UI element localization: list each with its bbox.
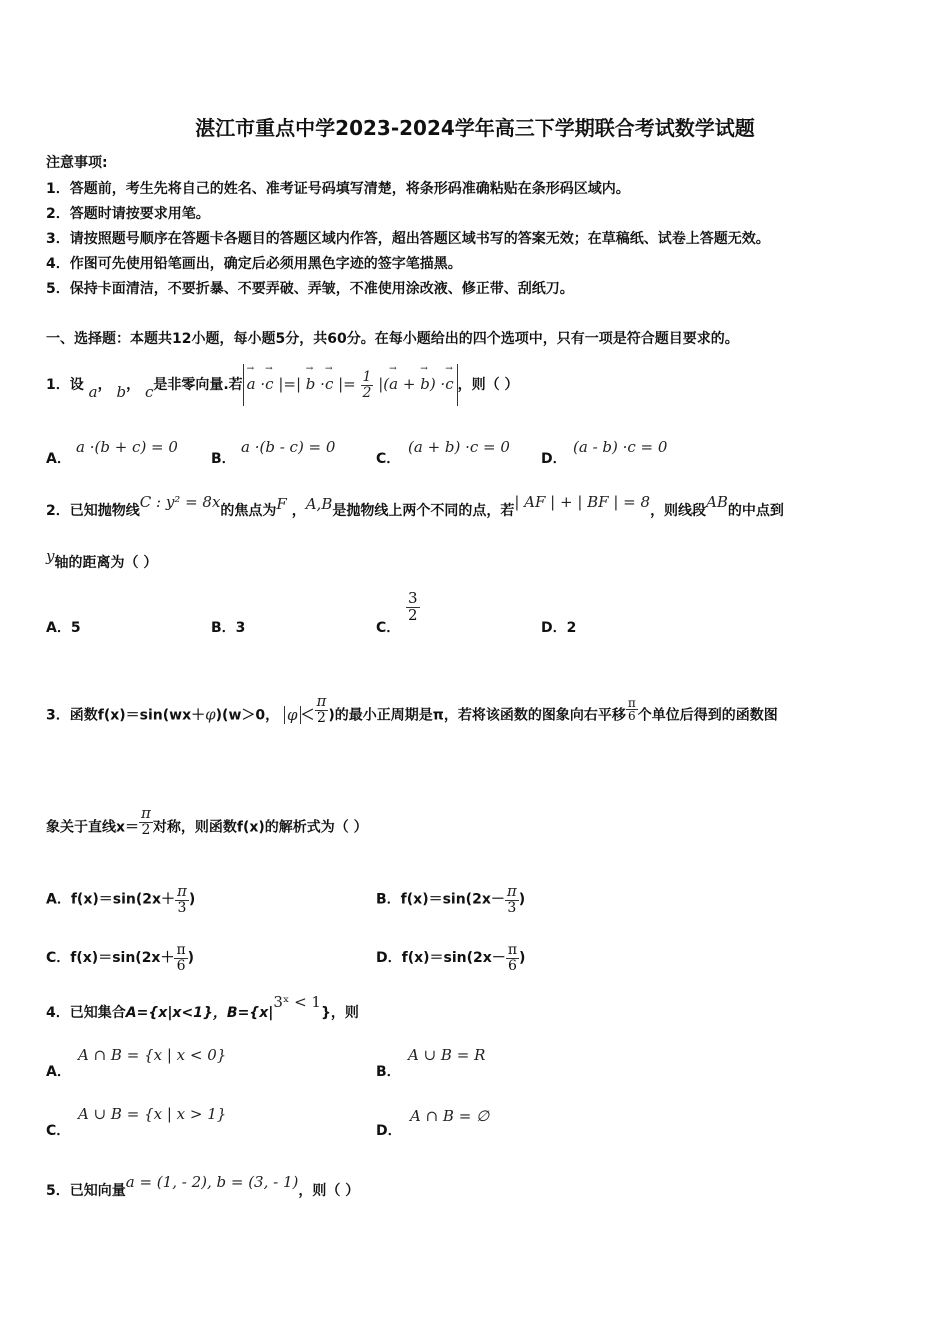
q3-text: 象关于直线x＝ xyxy=(46,819,140,836)
q2-option-c-value: $\frac{3}{2}$ xyxy=(408,589,418,624)
notice-item: 5．保持卡面清洁，不要折暴、不要弄破、弄皱，不准使用涂改液、修正带、刮纸刀。 xyxy=(46,281,574,297)
q5-text: 5．已知向量 xyxy=(46,1183,126,1199)
q3-option-c: C．f(x)＝sin(2x＋ $\frac{\pi}{6}$ ) xyxy=(46,942,195,974)
var-b: b xyxy=(116,383,127,402)
q2-option-a: A．5 xyxy=(46,620,81,636)
q5-vectors: a = (1, - 2), b = (3, - 1) xyxy=(125,1173,299,1191)
notice-item: 1．答题前，考生先将自己的姓名、准考证号码填写清楚，将条形码准确粘贴在条形码区域内。 xyxy=(46,181,630,197)
q2-text: 是抛物线上两个不同的点，若 xyxy=(332,503,515,519)
q1-option-c-label: C． xyxy=(376,451,401,467)
q4-option-d: A ∩ B = ∅ xyxy=(410,1107,490,1125)
q2-option-d: D．2 xyxy=(541,620,577,636)
q4-text: 4．已知集合 xyxy=(46,1005,126,1021)
q3-phi: φ xyxy=(205,705,216,724)
q1-option-a-label: A． xyxy=(46,451,71,467)
q5-text: ，则（ ） xyxy=(298,1183,360,1199)
question-2: 2．已知抛物线C : y² = 8x的焦点为F ，A,B是抛物线上两个不同的点，若| AF | + | BF | = 8，则线段AB的中点到 xyxy=(46,493,784,519)
q1-option-d-label: D． xyxy=(541,451,567,467)
q2-prefix: 2．已知抛物线 xyxy=(46,503,140,519)
q1-option-d: (a - b) ·c = 0 xyxy=(573,438,668,456)
q2-focus: F xyxy=(276,495,287,513)
question-2-line2 xyxy=(46,547,158,572)
notice-item: 4．作图可先使用铅笔画出，确定后必须用黑色字迹的签字笔描黑。 xyxy=(46,256,462,272)
section-heading: 一、选择题：本题共12小题，每小题5分，共60分。在每小题给出的四个选项中，只有一项是符合题目要求的。 xyxy=(46,331,739,347)
q2-y-axis: y xyxy=(46,547,55,565)
q4-option-a: A ∩ B = {x | x < 0} xyxy=(78,1046,227,1064)
q2-text: 的中点到 xyxy=(727,503,784,519)
q1-option-b-label: B． xyxy=(211,451,236,467)
q2-text: ，则线段 xyxy=(650,503,707,519)
q2-text: 轴的距离为（ ） xyxy=(54,555,158,571)
q3-text: 对称，则函数f(x)的解析式为（ ） xyxy=(152,819,368,836)
notice-item: 3．请按照题号顺序在答题卡各题目的答题区域内作答，超出答题区域书写的答案无效；在草稿纸、试卷上答题无效。 xyxy=(46,231,770,247)
q1-mid: 是非零向量.若 xyxy=(153,377,243,394)
q4-option-d-label: D． xyxy=(376,1123,402,1139)
q4-text: }，则 xyxy=(320,1005,359,1021)
q4-option-c-label: C． xyxy=(46,1123,71,1139)
q4-option-b-label: B． xyxy=(376,1064,401,1080)
q3-text: )(w＞0， xyxy=(215,707,280,724)
q4-option-a-label: A． xyxy=(46,1064,71,1080)
q4-exponent: 3ˣ < 1 xyxy=(273,993,321,1011)
q1-option-a: a ·(b + c) = 0 xyxy=(76,438,178,456)
q3-text: 个单位后得到的函数图 xyxy=(637,707,778,724)
q3-option-a: A．f(x)＝sin(2x＋ $\frac{\pi}{3}$ ) xyxy=(46,882,196,916)
q2-option-c-label: C． xyxy=(376,620,401,636)
q4-sets: A={x|x<1}，B={x| xyxy=(125,1005,274,1021)
q1-option-c: (a + b) ·c = 0 xyxy=(408,438,510,456)
notice-heading: 注意事项: xyxy=(46,155,108,171)
question-1: 1．设 a， b， c是非零向量.若→ a ·→ c |=| → b ·→ c |= $\frac{1}{2}$ |(→ a + → b) ·→ c ，则（ ） xyxy=(46,364,518,406)
q4-option-b: A ∪ B = R xyxy=(408,1046,486,1064)
question-3: 3．函数f(x)＝sin(wx＋φ)(w＞0， φ ＜ $\frac{\pi}{2}$ )的最小正周期是π，若将该函数的图象向右平移 $\frac{\pi}{6}$ 个单位后得到的函数图 xyxy=(46,692,778,726)
var-a: a xyxy=(88,383,98,402)
var-c: c xyxy=(144,383,154,402)
q2-option-b: B．3 xyxy=(211,620,246,636)
q3-option-d: D．f(x)＝sin(2x－ $\frac{\pi}{6}$ ) xyxy=(376,942,526,974)
q2-points: A,B xyxy=(305,495,333,513)
page-title: 湛江市重点中学2023-2024学年高三下学期联合考试数学试题 xyxy=(195,116,755,140)
q2-segment: AB xyxy=(706,493,728,511)
question-3-line2: 象关于直线x＝ $\frac{\pi}{2}$ 对称，则函数f(x)的解析式为（ ） xyxy=(46,804,368,838)
q3-abs-phi: φ xyxy=(284,706,301,724)
q2-condition: | AF | + | BF | = 8 xyxy=(514,493,651,511)
q3-option-b: B．f(x)＝sin(2x－ $\frac{\pi}{3}$ ) xyxy=(376,882,526,916)
question-4 xyxy=(46,993,359,1022)
q1-suffix: ，则（ ） xyxy=(457,377,519,394)
q3-text: 3．函数f(x)＝sin(wx＋ xyxy=(46,707,206,724)
question-5 xyxy=(46,1173,360,1200)
q1-option-b: a ·(b - c) = 0 xyxy=(241,438,336,456)
q2-curve: C : y² = 8x xyxy=(139,493,221,511)
q1-prefix: 1．设 xyxy=(46,377,84,394)
q3-text: )的最小正周期是π，若将该函数的图象向右平移 xyxy=(328,707,626,724)
notice-item: 2．答题时请按要求用笔。 xyxy=(46,206,210,222)
q4-option-c: A ∪ B = {x | x > 1} xyxy=(78,1105,227,1123)
q1-condition: → a ·→ c |=| → b ·→ c |= $\frac{1}{2}$ |(→ a + → b) ·→ c xyxy=(243,364,458,406)
q2-text: 的焦点为 xyxy=(220,503,277,519)
